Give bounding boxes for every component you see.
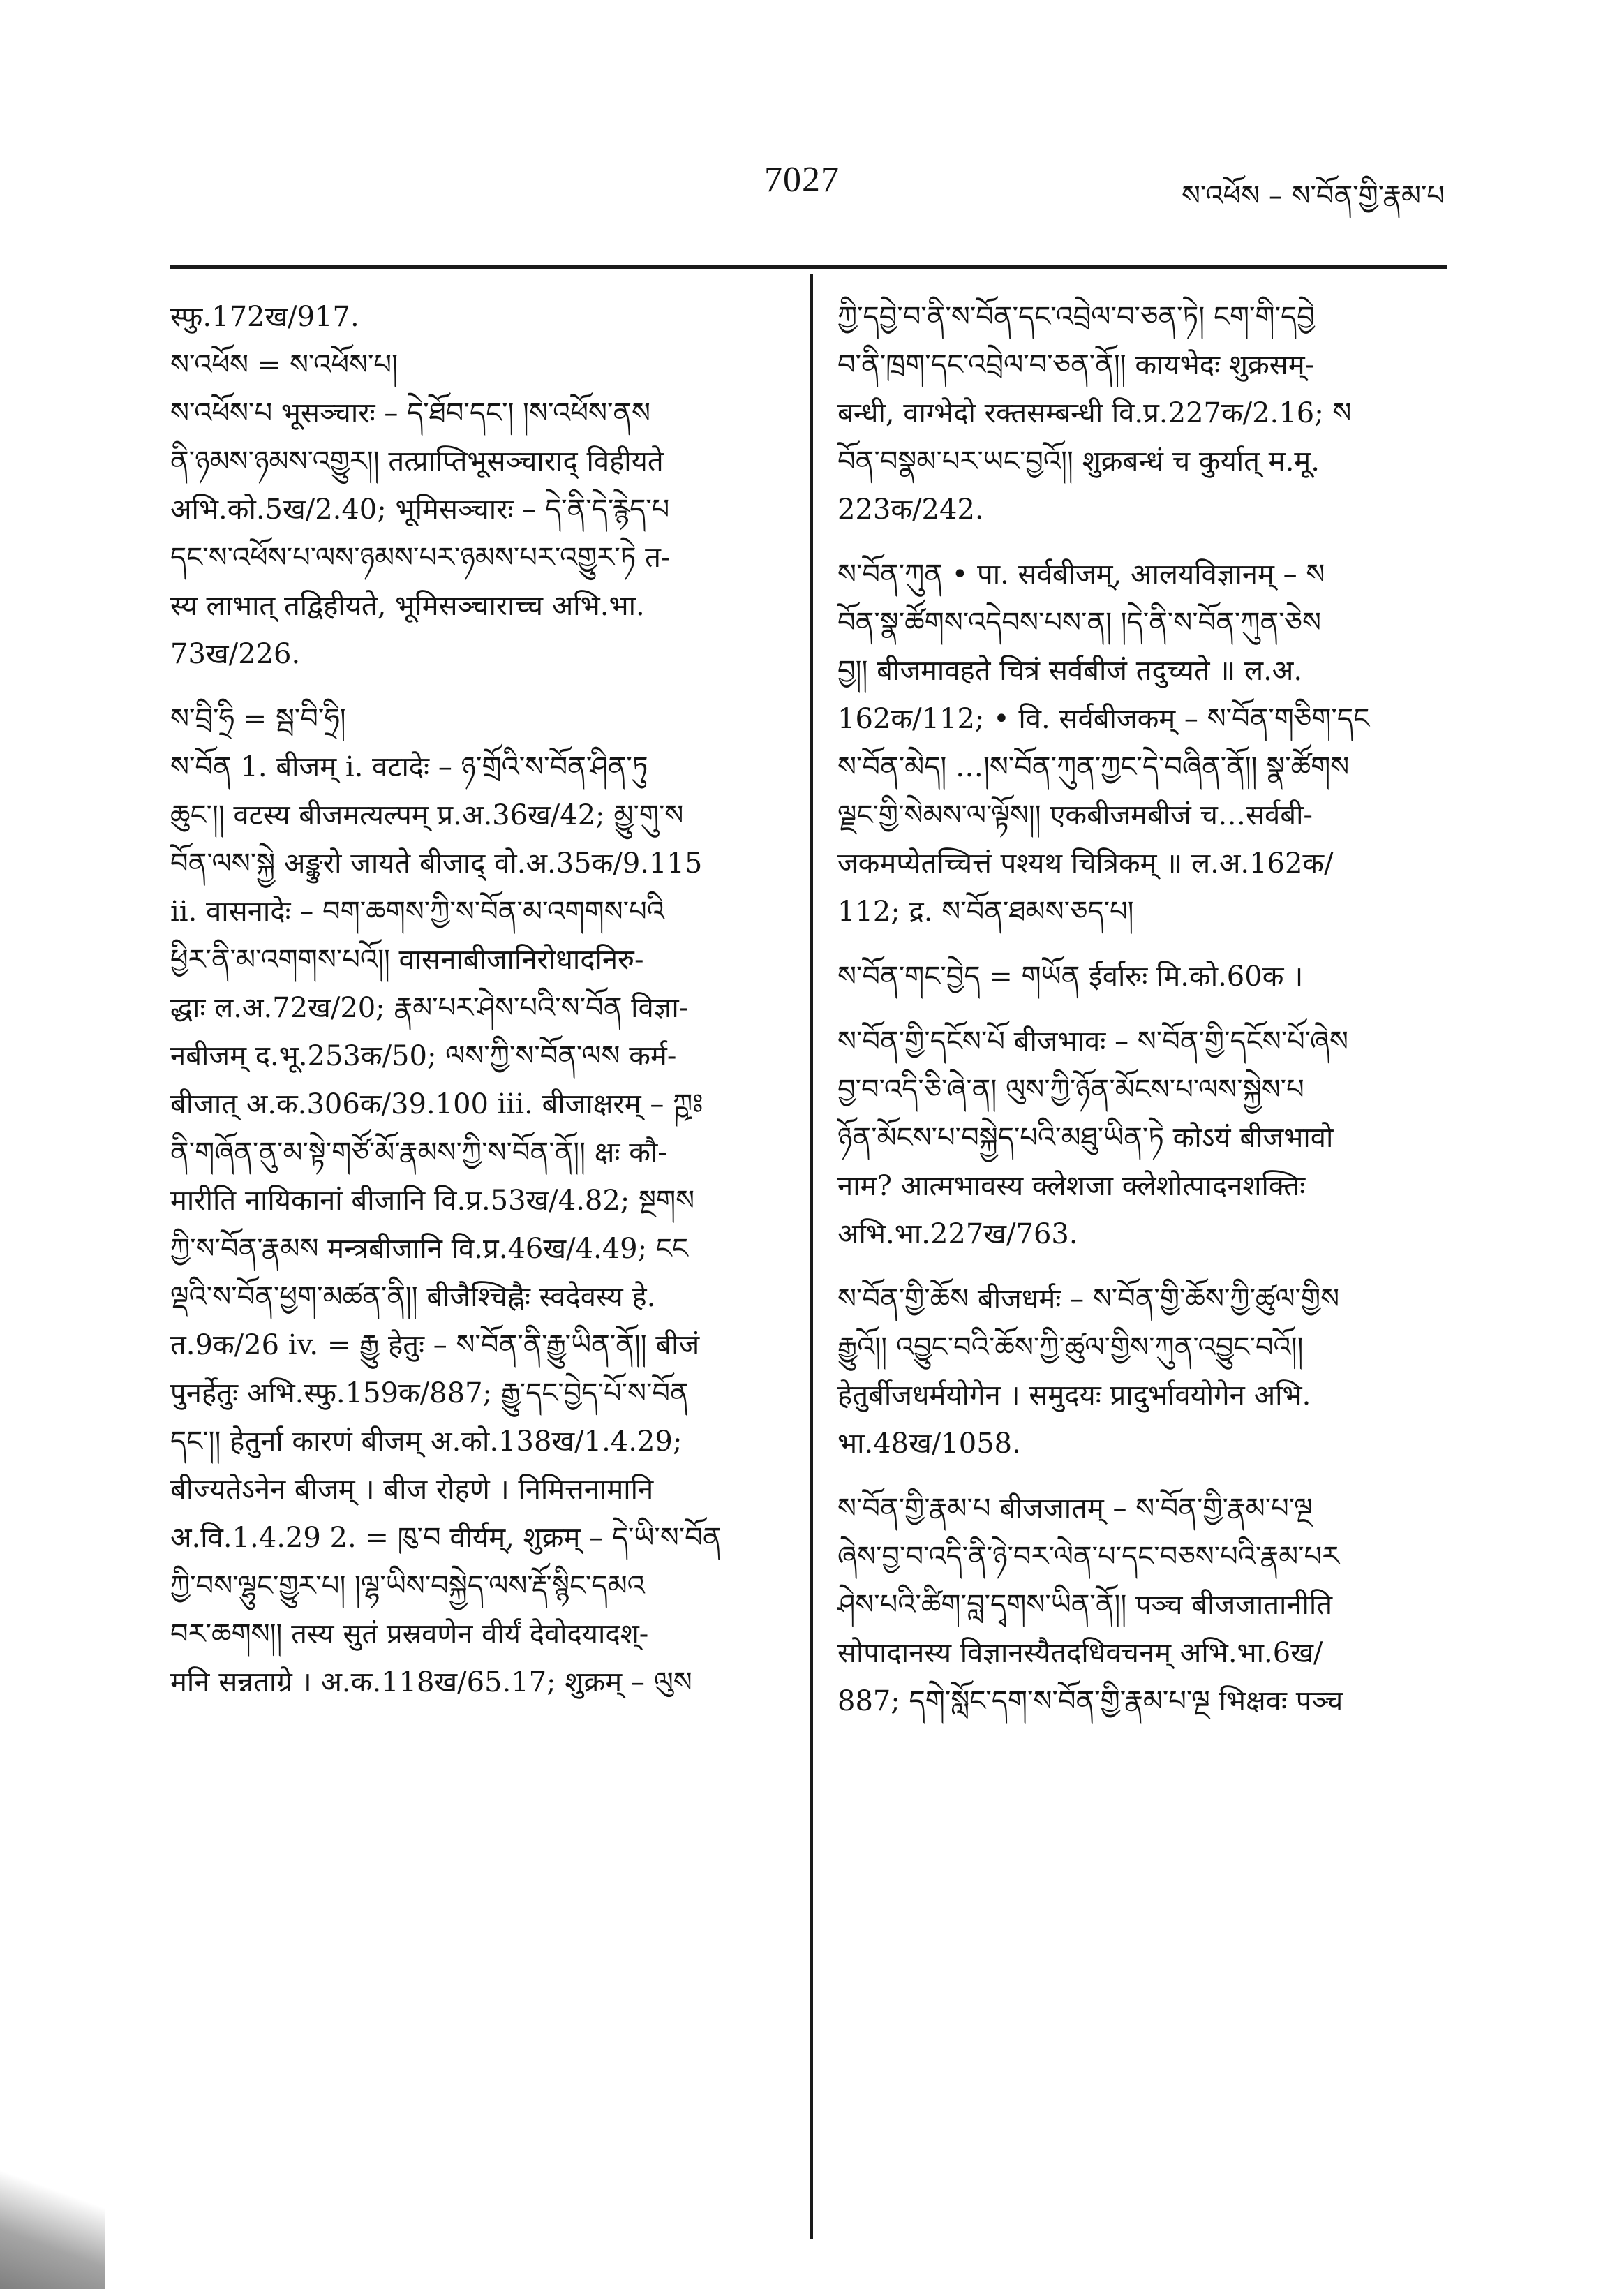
column-divider [810,274,813,2239]
text-line: जकमप्येतच्चित्तं पश्यथ चित्रिकम् ॥ ल.अ.162क/ [837,847,1334,880]
running-head: ས་འཕོས – ས་བོན་གྱི་རྣམ་པ [1182,180,1445,212]
text-line: ཀྱི་ས་བོན་རྣམས मन्त्रबीजानि वि.प्र.46ख/4.49; ངང [170,1233,688,1265]
text-line: पुनर्हेतुः अभि.स्फु.159क/887; རྒྱུ་དང་བྱེད་པོ་ས་བོན [170,1377,689,1409]
text-line: རྒྱུའོ།། འབྱུང་བའི་ཆོས་ཀྱི་ཚུལ་གྱིས་ཀུན་འབྱུང་བའོ།། [837,1331,1304,1363]
top-rule [170,265,1447,269]
text-line: བ་ནི་ཁྲག་དང་འབྲེལ་བ་ཅན་ནོ།། कायभेदः शुक्रसम्- [837,349,1315,381]
text-line: བར་ཆགས།། तस्य सुतं प्रस्रवणेन वीर्यं देवोदयादश्- [170,1618,649,1650]
text-line: ii. वासनादेः – བག་ཆགས་ཀྱི་ས་བོན་མ་འགགས་པའི [170,896,664,928]
text-line: ས་བྲི་ཧྲི = སྦ་བི་ཧྲི། [170,703,346,735]
entry-gap [837,1468,1448,1485]
text-line: ས་འཕོས་པ भूसञ्चारः – དེ་ཐོབ་དང་། །ས་འཕོས་ནས [170,397,651,429]
text-line: ས་བོན་གང་བྱེད = གཡོན ईर्वारुः मि.को.60क । [837,961,1304,993]
text-line: ཤེས་པའི་ཚིག་བླ་དྭགས་ཡིན་ནོ།། पञ्च बीजजातानीति [837,1589,1333,1621]
text-line: 73ख/226. [170,638,301,670]
text-line: नबीजम् द.भू.253क/50; ལས་ཀྱི་ས་བོན་ལས कर्म- [170,1040,677,1072]
text-line: ས་བོན་གྱི་དངོས་པོ बीजभावः – ས་བོན་གྱི་དངོས་པོ་ཞེས [837,1025,1348,1058]
text-line: བོན་ལས་སྐྱེ अङ्कुरो जायते बीजाद् वो.अ.35क/9.115 [170,847,703,880]
text-line: 223क/242. [837,494,984,526]
text-line: द्धाः ल.अ.72ख/20; རྣམ་པར་ཤེས་པའི་ས་བོན विज्ञा- [170,992,689,1024]
entry-gap [837,936,1448,953]
text-line: त.9क/26 iv. = རྒྱུ हेतुः – ས་བོན་ནི་རྒྱུ་ཡིན་ནོ།། बीजं [170,1329,700,1361]
text-line: सोपादानस्य विज्ञानस्यैतदधिवचनम् अभि.भा.6ख/ [837,1637,1323,1669]
text-line: बन्धी, वाग्भेदो रक्तसम्बन्धी वि.प्र.227क/2.16; ས [837,397,1352,429]
entry-gap [837,1001,1448,1018]
text-line: བོན་བསྣམ་པར་ཡང་བྱའོ།། शुक्रबन्धं च कुर्यात् म.मू. [837,445,1320,477]
text-line: बीज्यतेऽनेन बीजम् । बीज रोहणे । निमित्तनामानि [170,1474,654,1506]
text-line: मनि सन्नताग्रे । अ.क.118ख/65.17; शुक्रम् – ལུས [170,1666,692,1698]
text-line: ཀྱི་དབྱེ་བ་ནི་ས་བོན་དང་འབྲེལ་བ་ཅན་ཏེ། ངག་གི་དབྱེ [837,301,1315,333]
entry-gap [837,1259,1448,1275]
text-line: भा.48ख/1058. [837,1428,1021,1460]
text-line: ཀྱི་བས་ལྷུང་གྱུར་པ། །ལྷ་ཡིས་བསྐྱེད་ལས་རྡོ་སྙིང་དམའ [170,1570,645,1602]
text-line: 887; དགེ་སློང་དག་ས་བོན་གྱི་རྣམ་པ་ལྔ भिक्षवः पञ्च [837,1685,1343,1717]
entry-gap [837,534,1448,551]
text-line: 112; द्र. ས་བོན་ཐམས་ཅད་པ། [837,896,1134,928]
text-line: ས་འཕོས = ས་འཕོས་པ། [170,349,398,381]
text-line: ལྡའི་ས་བོན་ཕྱག་མཚན་ནི།། बीजैश्चिह्नैः स्वदेवस्य हे. [170,1281,656,1313]
text-line: ལྗང་གྱི་སེམས་ལ་ལྟོས།། एकबीजमबीजं च…सर्वबी- [837,799,1313,831]
text-line: དང་ས་འཕོས་པ་ལས་ཉམས་པར་ཉམས་པར་འགྱུར་ཏེ त- [170,542,671,574]
text-line: ས་བོན་གྱི་ཆོས बीजधर्मः – ས་བོན་གྱི་ཆོས་ཀྱི་ཚུལ་གྱིས [837,1283,1340,1315]
text-line: बीजात् अ.क.306क/39.100 iii. बीजाक्षरम् – ཀྵཿ [170,1088,703,1120]
text-line: अ.वि.1.4.29 2. = ཁུ་བ वीर्यम्, शुक्रम् – དེ་ཡི་ས་བོན [170,1522,722,1554]
text-line: अभि.भा.227ख/763. [837,1218,1078,1250]
text-line: ཉོན་མོངས་པ་བསྐྱེད་པའི་མཐུ་ཡིན་ཏེ कोऽयं बीजभावो [837,1122,1334,1154]
text-line: དང་།། हेतुर्ना कारणं बीजम् अ.को.138ख/1.4.29; [170,1425,683,1458]
page-number: 7027 [764,160,840,200]
entry-gap [170,679,784,695]
text-line: བྱ་བ་འདི་ཅི་ཞེ་ན། ལུས་ཀྱི་ཉོན་མོངས་པ་ལས་སྐྱེས་པ [837,1074,1304,1106]
text-line: हेतुर्बीजधर्मयोगेन । समुदयः प्रादुर्भावयोगेन अभि. [837,1379,1311,1412]
text-line: ཞེས་བྱ་བ་འདི་ནི་ཉེ་བར་ལེན་པ་དང་བཅས་པའི་རྣམ་པར [837,1541,1340,1573]
text-line: 162क/112; • वि. सर्वबीजकम् – ས་བོན་གཅིག་དང [837,703,1370,735]
text-line: ཕྱིར་ནི་མ་འགགས་པའོ།། वासनाबीजानिरोधादनिरु- [170,944,644,976]
text-line: नाम? आत्मभावस्य क्लेशजा क्लेशोत्पादनशक्तिः [837,1170,1306,1202]
text-line: ས་བོན་མེད། …།ས་བོན་ཀུན་ཀྱང་དེ་བཞིན་ནོ།། སྣ་ཚོགས [837,751,1350,783]
text-line: ནི་ཉམས་ཉམས་འགྱུར།། तत्प्राप्तिभूसञ्चाराद् विहीयते [170,445,664,477]
text-line: मारीति नायिकानां बीजानि वि.प्र.53ख/4.82; སྔགས [170,1185,695,1217]
scan-edge-mark [0,2157,105,2289]
text-line: अभि.को.5ख/2.40; भूमिसञ्चारः – དེ་ནི་དེ་རྙེད་པ [170,494,670,526]
text-line: ནི་གཞོན་ནུ་མ་སྟེ་གཙོ་མོ་རྣམས་ཀྱི་ས་བོན་ནོ།། क्षः कौ- [170,1136,667,1169]
text-line: स्फु.172ख/917. [170,301,359,333]
right-column [837,293,1448,1726]
text-line: བོན་སྣ་ཚོགས་འདེབས་པས་ན། །དེ་ནི་ས་བོན་ཀུན་ཅེས [837,607,1321,639]
text-line: བྱ།། बीजमावहते चित्रं सर्वबीजं तदुच्यते ॥ ल.अ. [837,655,1303,687]
text-line: ས་བོན་གྱི་རྣམ་པ बीजजातम् – ས་བོན་གྱི་རྣམ་པ་ལྔ [837,1492,1313,1525]
left-column [170,293,784,1707]
text-line: ཆུང་།། वटस्य बीजमत्यल्पम् प्र.अ.36ख/42; མྱུ་གུ་ས [170,799,684,831]
text-line: ས་བོན 1. बीजम् i. वटादेः – ཉ་གྲོའི་ས་བོན་ཤིན་ཏུ [170,751,648,783]
text-line: ས་བོན་ཀུན • पा. सर्वबीजम्, आलयविज्ञानम् – ས [837,558,1325,591]
text-line: स्य लाभात् तद्विहीयते, भूमिसञ्चाराच्च अभि.भा. [170,590,645,622]
